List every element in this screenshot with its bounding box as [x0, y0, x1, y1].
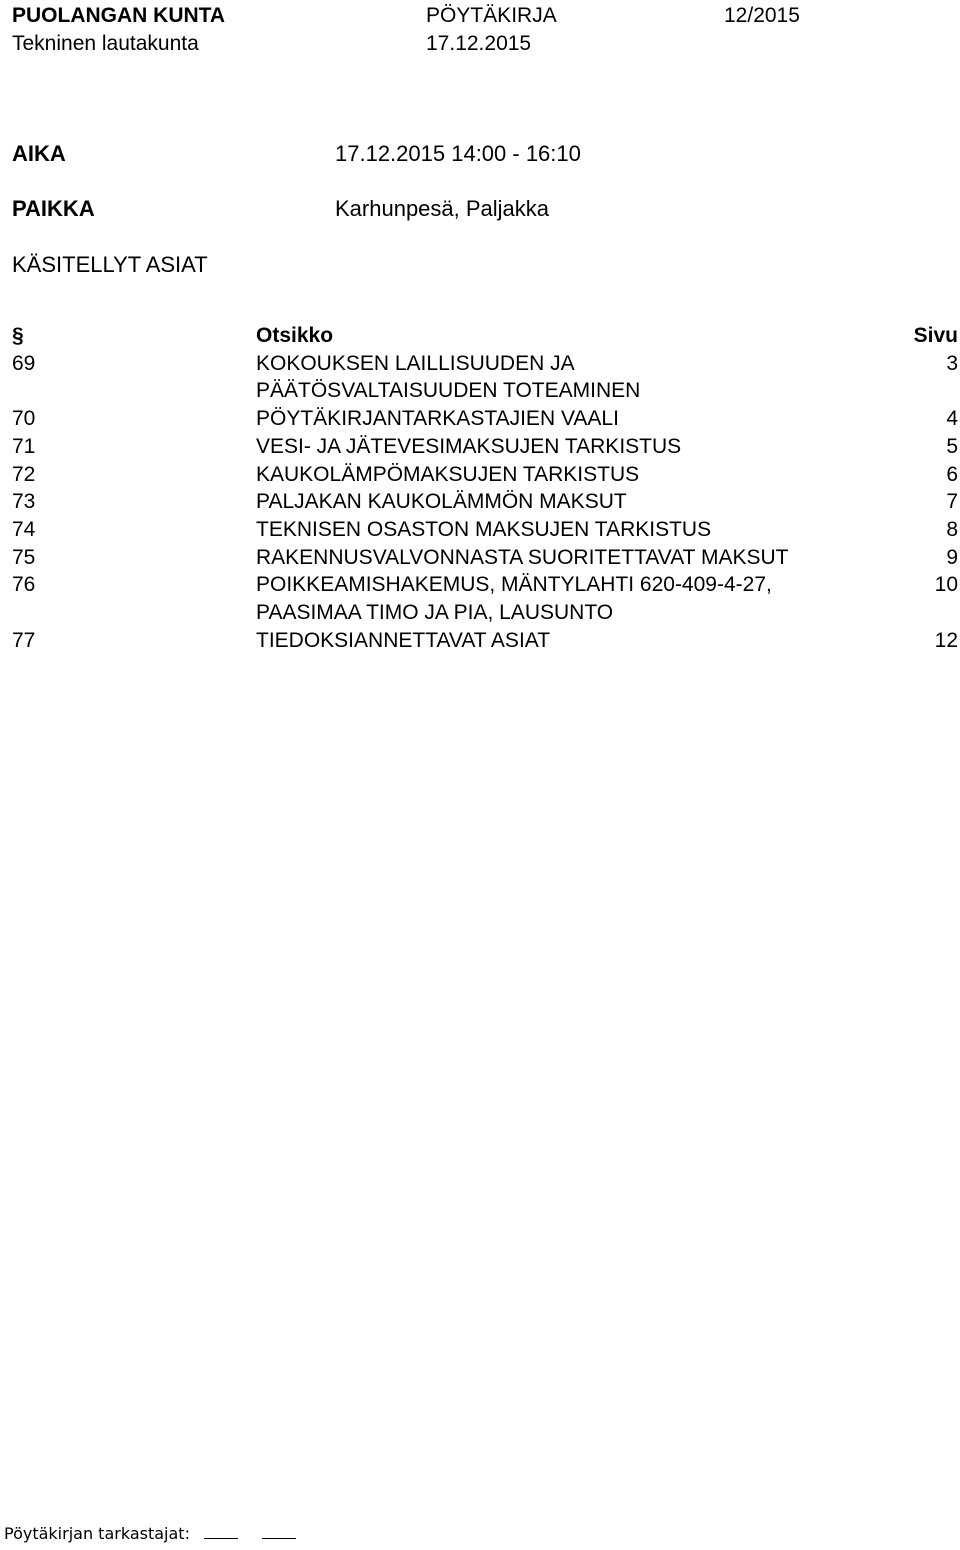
agenda-row	[12, 461, 958, 489]
committee-name: Tekninen lautakunta	[12, 32, 199, 55]
agenda-number: 72	[12, 462, 36, 486]
document-number: 12/2015	[724, 4, 800, 27]
agenda-row	[12, 571, 958, 626]
place-value: Karhunpesä, Paljakka	[335, 196, 550, 221]
agenda-title: PALJAKAN KAUKOLÄMMÖN MAKSUT	[256, 490, 627, 514]
place-label: PAIKKA	[12, 196, 95, 221]
agenda-row	[12, 488, 958, 516]
agenda-page: 10	[934, 573, 958, 597]
agenda-row	[12, 544, 958, 572]
section-symbol: §	[12, 324, 24, 347]
agenda-number: 74	[12, 517, 36, 541]
section-title: KÄSITELLYT ASIAT	[12, 252, 208, 277]
reviewers-label: Pöytäkirjan tarkastajat:	[4, 1524, 190, 1543]
agenda-title: TIEDOKSIANNETTAVAT ASIAT	[256, 628, 551, 652]
agenda-number: 77	[12, 628, 36, 652]
agenda-table	[12, 322, 958, 654]
agenda-number: 69	[12, 351, 36, 375]
column-header-title: Otsikko	[256, 324, 334, 347]
agenda-number: 70	[12, 407, 36, 431]
document-date: 17.12.2015	[426, 32, 532, 55]
reviewer-initials-line-2	[262, 1522, 296, 1539]
agenda-row	[12, 350, 958, 405]
agenda-page: 4	[946, 407, 958, 431]
time-label: AIKA	[12, 141, 66, 166]
column-header-page: Sivu	[913, 324, 958, 347]
agenda-title: RAKENNUSVALVONNASTA SUORITETTAVAT MAKSUT	[256, 545, 789, 569]
agenda-page: 3	[946, 351, 958, 375]
footer	[4, 1522, 296, 1545]
agenda-title: KOKOUKSEN LAILLISUUDEN JA PÄÄTÖSVALTAISUUDEN TOTEAMINEN	[256, 351, 641, 403]
agenda-title: VESI- JA JÄTEVESIMAKSUJEN TARKISTUS	[256, 434, 682, 458]
agenda-title: PÖYTÄKIRJANTARKASTAJIEN VAALI	[256, 407, 619, 431]
agenda-page: 7	[946, 490, 958, 514]
agenda-row	[12, 405, 958, 433]
agenda-title: POIKKEAMISHAKEMUS, MÄNTYLAHTI 620-409-4-27, PAASIMAA TIMO JA PIA, LAUSUNTO	[256, 573, 772, 625]
reviewer-initials-line-1	[204, 1522, 238, 1539]
agenda-title: KAUKOLÄMPÖMAKSUJEN TARKISTUS	[256, 462, 640, 486]
time-value: 17.12.2015 14:00 - 16:10	[335, 141, 581, 166]
agenda-title: TEKNISEN OSASTON MAKSUJEN TARKISTUS	[256, 517, 712, 541]
agenda-row	[12, 627, 958, 655]
agenda-page: 5	[946, 434, 958, 458]
agenda-number: 71	[12, 434, 36, 458]
document-type: PÖYTÄKIRJA	[426, 4, 557, 27]
agenda-page: 6	[946, 462, 958, 486]
agenda-table-header	[12, 322, 958, 350]
agenda-page: 9	[946, 545, 958, 569]
agenda-number: 73	[12, 490, 36, 514]
agenda-number: 76	[12, 573, 36, 597]
agenda-number: 75	[12, 545, 36, 569]
agenda-row	[12, 433, 958, 461]
agenda-page: 12	[934, 628, 958, 652]
agenda-row	[12, 516, 958, 544]
municipality-name: PUOLANGAN KUNTA	[12, 4, 226, 27]
agenda-page: 8	[946, 517, 958, 541]
